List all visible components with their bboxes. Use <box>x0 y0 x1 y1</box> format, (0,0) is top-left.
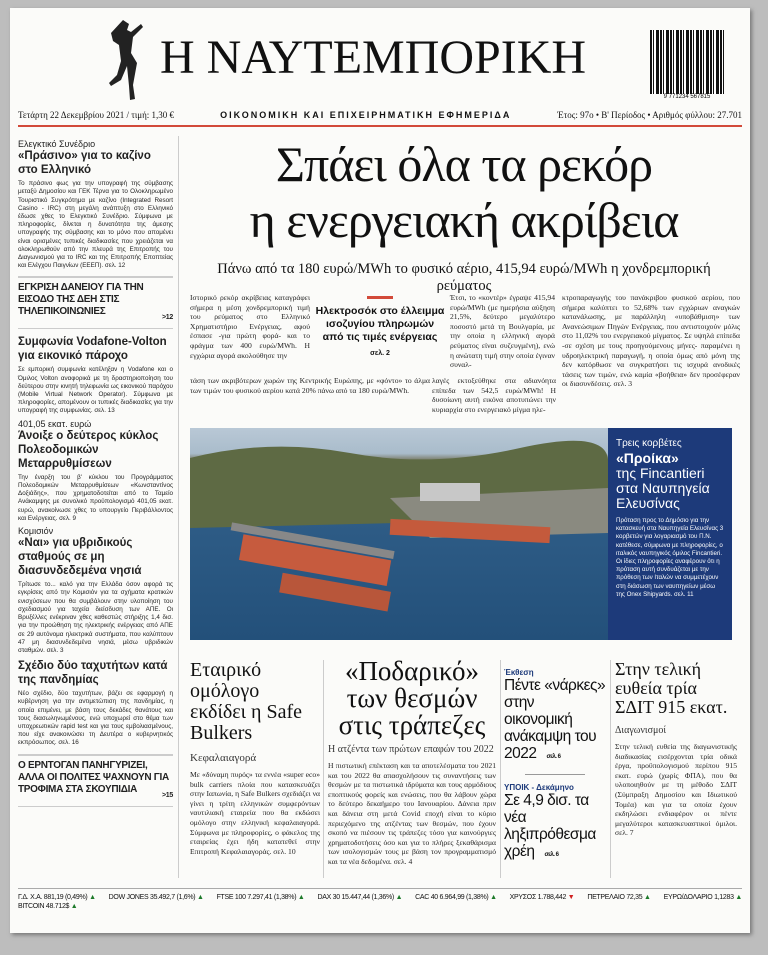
story-body: Η πιστωτική επέκταση και τα αποτελέσματα του 2021 και του 2022 θα απασχολήσουν τις συναντήσεις των θεσμών με τα πιστωτικά ιδρύματα και τους αρμόδιους εποπτικούς φορείς και ενώσεις, που θα λάβουν χώρα το δεύτερο δεκαήμερο του Ιανουαρίου. Δάνεια πριν και δάνεια στη μετά Covid εποχή είναι το κύριο περιεχόμενο της ατζέντας των θεσμών, που έχουν σκοπό να πιέσουν τις τράπεζες τόσο για καινούργιες χρηματοδοτήσεις όσο και για το πλήρες ξεκαθάρισμα των ισολογισμών τους με βάση τον προγραμματισμό και τα νέα δεδομένα. σελ. 4 <box>328 761 496 866</box>
story-banks[interactable] <box>328 658 496 867</box>
divider <box>18 125 742 127</box>
story-title[interactable]: Συμφωνία Vodafone-Volton για εικονικό πάροχο <box>18 336 167 363</box>
arrow-up-icon: ▲ <box>488 894 497 901</box>
market-ticker <box>18 888 742 910</box>
story-sdit[interactable] <box>615 660 737 838</box>
ticker-item <box>317 894 402 901</box>
story-body: Νέο σχέδιο, δύο ταχυτήτων, βάζει σε εφαρμογή η κυβέρνηση για την αντιμετώπιση της πανδημίας, η οποία επιμένει, με βάση τους δεκάδες θανάτους και τους διασωληνωμένους, ενώ υποχωρεί στο θέμα των υποχρεωτικών rapid test και για τους εμβολιασμένους, που είχε ανακοινώσει τη Δευτέρα ο κυβερνητικός εκπρόσωπος. σελ. 16 <box>18 690 173 747</box>
shipyard-photo <box>190 428 608 640</box>
divider <box>525 774 585 775</box>
ticker-label: CAC 40 6.964,99 (1,38%) <box>415 894 489 901</box>
teaser-text: ΕΓΚΡΙΣΗ ΔΑΝΕΙΟΥ ΓΙΑ ΤΗΝ ΕΙΣΟΔΟ ΤΗΣ ΔΕΗ ΣΤΙΣ ΤΗΛΕΠΙΚΟΙΝΩΝΙΕΣ <box>18 282 144 318</box>
page-ref: σελ. 2 <box>370 350 390 357</box>
lead-callout[interactable] <box>315 296 445 360</box>
divider <box>367 296 393 299</box>
story-body: Στην τελική ευθεία της διαγωνιστικής διαδικασίας εισέρχονται τρία οδικά έργα, προϋπολογισμού περίπου 915 εκατ. ευρώ (χωρίς ΦΠΑ), που θα υλοποιηθούν με τη μέθοδο ΣΔΙΤ (Σύμπραξη Δημοσίου και Ιδιωτικού Τομέα) και για τα οποία έχουν εκδηλώσει ενδιαφέρον οι πέντε μεγαλύτεροι κατασκευαστικοί όμιλοι. σελ. 7 <box>615 742 737 838</box>
left-column <box>18 136 173 813</box>
story-title[interactable]: «Ναι» για υβριδικούς σταθμούς σε μη διασυνδεδεμένα νησιά <box>18 537 142 578</box>
kicker: Κομισιόν <box>18 526 54 537</box>
ticker-label: BITCOIN 48.712$ <box>18 903 70 910</box>
info-line <box>18 110 742 120</box>
kicker: Ελεγκτικό Συνέδριο <box>18 139 96 149</box>
divider <box>500 660 501 878</box>
story-body: Πρόταση προς το Δημόσιο για την κατασκευή στα Ναυπηγεία Ελευσίνας 3 κορβετών για λογαριασμό του Π.Ν. κατέθεσε, σύμφωνα με πληροφορίες, ο ιταλικός ναυπηγικός όμιλος Fincantieri. Οι ίδιες πληροφορίες αναφέρουν ότι η πρόταση αυτή συνδυάζεται με την πρόθεση των Ιταλών να συμμετέχουν στη διάσωση των ναυπηγείων μέσω της Onex Shipyards. σελ. 11 <box>616 517 724 598</box>
barcode <box>650 30 724 94</box>
tagline: ΟΙΚΟΝΟΜΙΚΗ ΚΑΙ ΕΠΙΧΕΙΡΗΜΑΤΙΚΗ ΕΦΗΜΕΡΙΔΑ <box>220 110 512 120</box>
lead-body-col2: Έτσι, το «κοντέρ» έγραψε 415,94 ευρώ/MWh (με ημερήσια αύξηση 21,5%, δεύτερο μεγαλύτερο ποσοστό μετά τη Βουλγαρία, με την οποία η ελληνική αγορά ρεύματος είναι συζευγμένη), ενώ η ανώτατη τιμή στην οποία έγιναν συναλ- <box>450 293 555 370</box>
kicker: 401,05 εκατ. ευρώ <box>18 418 92 429</box>
date-price: Τετάρτη 22 Δεκεμβρίου 2021 / τιμή: 1,30 € <box>18 110 175 120</box>
kicker: Η ατζέντα των πρώτων επαφών του 2022 <box>328 744 494 755</box>
divider <box>178 136 179 878</box>
story-title[interactable]: «Πράσινο» για το καζίνο στο Ελληνικό <box>18 150 151 177</box>
story-title[interactable]: Σχέδιο δύο ταχυτήτων κατά της πανδημίας <box>18 660 168 687</box>
page-ref: σελ. 6 <box>546 754 561 760</box>
shipyard-image-icon <box>190 428 608 640</box>
story-teasers[interactable] <box>504 668 606 864</box>
ticker-label: ΕΥΡΩ/ΔΟΛΑΡΙΟ 1,1283 <box>663 894 734 901</box>
title-bold: «Προίκα» <box>616 450 679 466</box>
title-text: Πέντε «νάρκες» στην οικονομική ανάκαμψη του 2022 <box>504 677 606 762</box>
arrow-up-icon: ▲ <box>393 894 403 901</box>
barcode-number: 9 771234 567815 <box>663 94 711 100</box>
ticker-item <box>587 894 650 901</box>
ticker-label: Γ.Δ. Χ.Α. 881,19 (0,49%) <box>18 894 88 901</box>
ticker-label: ΠΕΤΡΕΛΑΙΟ 72,35 <box>587 894 643 901</box>
story-body: Με «δύναμη πυρός» τα εννέα «super eco» bulk carriers πλοία που κατασκευάζει στην Ιαπωνία, η Safe Bulkers σχεδιάζει να γίνει η τρίτη ελληνικών συμφερόντων ναυτιλιακή εταιρεία που θα εκδώσει ομόλογο στην ελληνική κεφαλαιαγορά. Σύμφωνα με πληροφορίες, ο φάκελος της εταιρείας έχει ήδη κατατεθεί στην Επιτροπή Κεφαλαιαγοράς. σελ. 10 <box>190 770 320 856</box>
lead-body-col1: Ιστορικό ρεκόρ ακρίβειας καταγράφει σήμερα η μέση χονδρεμπορική τιμή του ρεύματος στο Ελληνικό Χρηματιστήριο Ενέργειας, αφού έσπασε -για πρώτη φορά- και το φράγμα των 400 ευρώ/MWh. Η εγχώρια αγορά ακολούθησε την <box>190 293 310 360</box>
ticker-item <box>18 903 77 910</box>
arrow-up-icon: ▲ <box>195 894 204 901</box>
story-safe-bulkers[interactable] <box>190 660 320 856</box>
kicker: ΥΠΟΙΚ - Δεκάμηνο <box>504 783 574 792</box>
story-title: Στην τελική ευθεία τρία ΣΔΙΤ 915 εκατ. <box>615 659 728 717</box>
divider <box>610 660 611 878</box>
page-ref: >15 <box>162 791 173 799</box>
ticker-label: ΧΡΥΣΟΣ 1.788,442 <box>509 894 567 901</box>
ticker-label: DAX 30 15.447,44 (1,36%) <box>317 894 394 901</box>
kicker: Διαγωνισμοί <box>615 725 667 736</box>
arrow-up-icon: ▲ <box>642 894 651 901</box>
ticker-item <box>664 894 742 901</box>
arrow-up-icon: ▲ <box>296 894 305 901</box>
headline-line: η ενεργειακή ακρίβεια <box>249 192 679 248</box>
page-ref: >12 <box>162 314 173 322</box>
arrow-up-icon: ▲ <box>733 894 742 901</box>
lead-subhead: Πάνω από τα 180 ευρώ/MWh το φυσικό αέριο, 415,94 ευρώ/MWh η χονδρεμπορική ρεύματος <box>217 261 711 294</box>
kicker: Κεφαλαιαγορά <box>190 752 257 764</box>
story-title <box>504 677 606 766</box>
story-body: Σε εμπορική συμφωνία κατέληξαν η Vodafone και ο Όμιλος Volton αναφορικά με τη δραστηριοποίηση του δεύτερου στην κινητή τηλεφωνία ως εικονικού παρόχου (Mobile Virtual Network Operator). Σύμφωνα με πληροφορίες, απομένουν οι τυπικές διαδικασίες για την υπογραφή της συμφωνίας. σελ. 13 <box>18 366 173 415</box>
ticker-item <box>415 894 497 901</box>
teaser-text: Ο ΕΡΝΤΟΓΑΝ ΠΑΝΗΓΥΡΙΖΕΙ, ΑΛΛΑ ΟΙ ΠΟΛΙΤΕΣ ΨΑΧΝΟΥΝ ΓΙΑ ΤΡΟΦΙΜΑ ΣΤΑ ΣΚΟΥΠΙΔΙΑ <box>18 759 169 795</box>
story-title[interactable]: Άνοιξε ο δεύτερος κύκλος Πολεοδομικών Μεταρρυθμίσεων <box>18 429 159 470</box>
title-rest: της Fincantieri στα Ναυπηγεία Ελευσίνας <box>616 465 710 511</box>
arrow-down-icon: ▼ <box>566 894 575 901</box>
lead-body-col2-cont: λαγές εκτοξεύθηκε στα αδιανόητα επίπεδα των 542,5 ευρώ/MWh! Η δυσοίωνη αυτή εικόνα αποτυπώνει την κυριαρχία στο ενεργειακό μίγμα ηλε- <box>432 376 556 414</box>
lead-body-col1-cont: τάση των ακριβότερων χωρών της Κεντρικής Ευρώπης, με «φόντο» το άλμα των τιμών του φυσικού αερίου κατά 20% πάνω από τα 180 ευρώ/MWh. <box>190 376 430 395</box>
hermes-logo-icon <box>105 14 155 110</box>
ticker-item <box>217 894 305 901</box>
arrow-up-icon: ▲ <box>69 903 78 910</box>
story-title: Εταιρικό ομόλογο εκδίδει η Safe Bulkers <box>190 659 303 744</box>
story-body: Το πράσινο φως για την υπογραφή της σύμβασης μεταξύ Δημοσίου και ΓΕΚ Τέρνα για το Ολοκληρωμένο Τουριστικό Συγκρότημα με καζίνο (Integrated Resort Casino - IRC) στη μεγάλη ανάπτυξη στο Ελληνικό έδωσε χθες το Ελεγκτικό Συνέδριο. Σύμφωνα με πληροφορίες, δίνεται η δυνατότητα της άμεσης υπογραφής της σύμβασης και το μόνο που απομένει είναι ορισμένες τυπικές διαδικασίες που χρειάζεται να ολοκληρωθούν από την πλευρά της Επιτροπής του Διαγωνισμού για το IRC και της Επιτροπής Εποπτείας και Ελέγχου Παιγνίων (ΕΕΕΠ). σελ. 12 <box>18 180 173 270</box>
story-title: «Ποδαρικό» των θεσμών στις τράπεζες <box>338 656 486 740</box>
story-body: Την έναρξη του β' κύκλου του Προγράμματος Πολεοδομικών Μεταρρυθμίσεων «Κωνσταντίνος Δοξιάδης», που χρηματοδοτείται από το Ταμείο Ανάκαμψης με συνολικό προϋπολογισμό 401,05 εκατ. ευρώ, ανακοίνωσε χθες το υπουργείο Περιβάλλοντος και Ενέργειας. σελ. 9 <box>18 473 173 522</box>
story-title <box>616 451 724 511</box>
headline-line: Σπάει όλα τα ρεκόρ <box>275 136 653 192</box>
arrow-up-icon: ▲ <box>87 894 96 901</box>
story-title <box>504 792 606 864</box>
callout-text: Ηλεκτροσόκ στο έλλειμμα ισοζυγίου πληρωμών από τις τιμές ενέργειας <box>315 305 445 343</box>
lead-headline[interactable] <box>190 136 738 248</box>
ticker-item <box>18 894 96 901</box>
lead-body-col3: κτροπαραγωγής του πανάκριβου φυσικού αερίου, που σήμερα καλύπτει το 52,68% των εγχώριων αναγκών κατανάλωσης, με παράλληλη «υποβάθμιση» των Ανανεώσιμων Πηγών Ενέργειας, που αντιστοιχούν μόλις στο 11,02% του ενεργειακού μίγματος. Σε υψηλά επίπεδα -σε σχέση με τους προηγούμενους μήνες- παραμένει η υδροηλεκτρική παραγωγή, η οποία όμως από μόνη της δεν κατόρθωσε να συγκρατήσει τις ισχυρά ανοδικές τάσεις των τιμών, ενώ καμία «βοήθεια» δεν προσέφεραν οι διασυνδέσεις. σελ. 3 <box>562 293 740 389</box>
teaser-bar[interactable] <box>18 276 173 329</box>
issue-info: Έτος: 97ο • Β' Περίοδος • Αριθμός φύλλου: 27.701 <box>557 110 742 120</box>
teaser-bar[interactable] <box>18 754 173 807</box>
title-text: Σε 4,9 δισ. τα νέα ληξιπρόθεσμα χρέη <box>504 792 596 860</box>
masthead-title: Η ΝΑΥΤΕΜΠΟΡΙΚΗ <box>160 31 587 84</box>
photo-story-box[interactable] <box>608 428 732 640</box>
story-body: Τρίτωσε το... καλό για την Ελλάδα όσον αφορά τις εγκρίσεις από την Κομισιόν για τα σχήματα κρατικών ενισχύσεων που θα συμβάλουν στην υλοποίηση του σχεδιασμού για ταχεία διείσδυση των ΑΠΕ. Οι Βρυξέλλες ενέκριναν χθες καθεστώς στήριξης 1,4 δισ. για την προώθηση της ηλεκτρικής ενέργειας από ΑΠΕ σε 29 αυτόνομα ηλεκτρικά συστήματα, που καλύπτουν 47 μη διασυνδεδεμένα νησιά, μέσω υβριδικών σταθμών. σελ. 3 <box>18 581 173 654</box>
kicker: Έκθεση <box>504 668 534 677</box>
page-ref: σελ. 6 <box>544 852 559 858</box>
divider <box>323 660 324 878</box>
ticker-item <box>109 894 204 901</box>
ticker-label: DOW JONES 35.492,7 (1,6%) <box>108 894 196 901</box>
ticker-item <box>510 894 575 901</box>
ticker-label: FTSE 100 7.297,41 (1,38%) <box>216 894 297 901</box>
kicker: Τρεις κορβέτες <box>616 438 682 449</box>
newspaper-front-page <box>10 8 750 933</box>
